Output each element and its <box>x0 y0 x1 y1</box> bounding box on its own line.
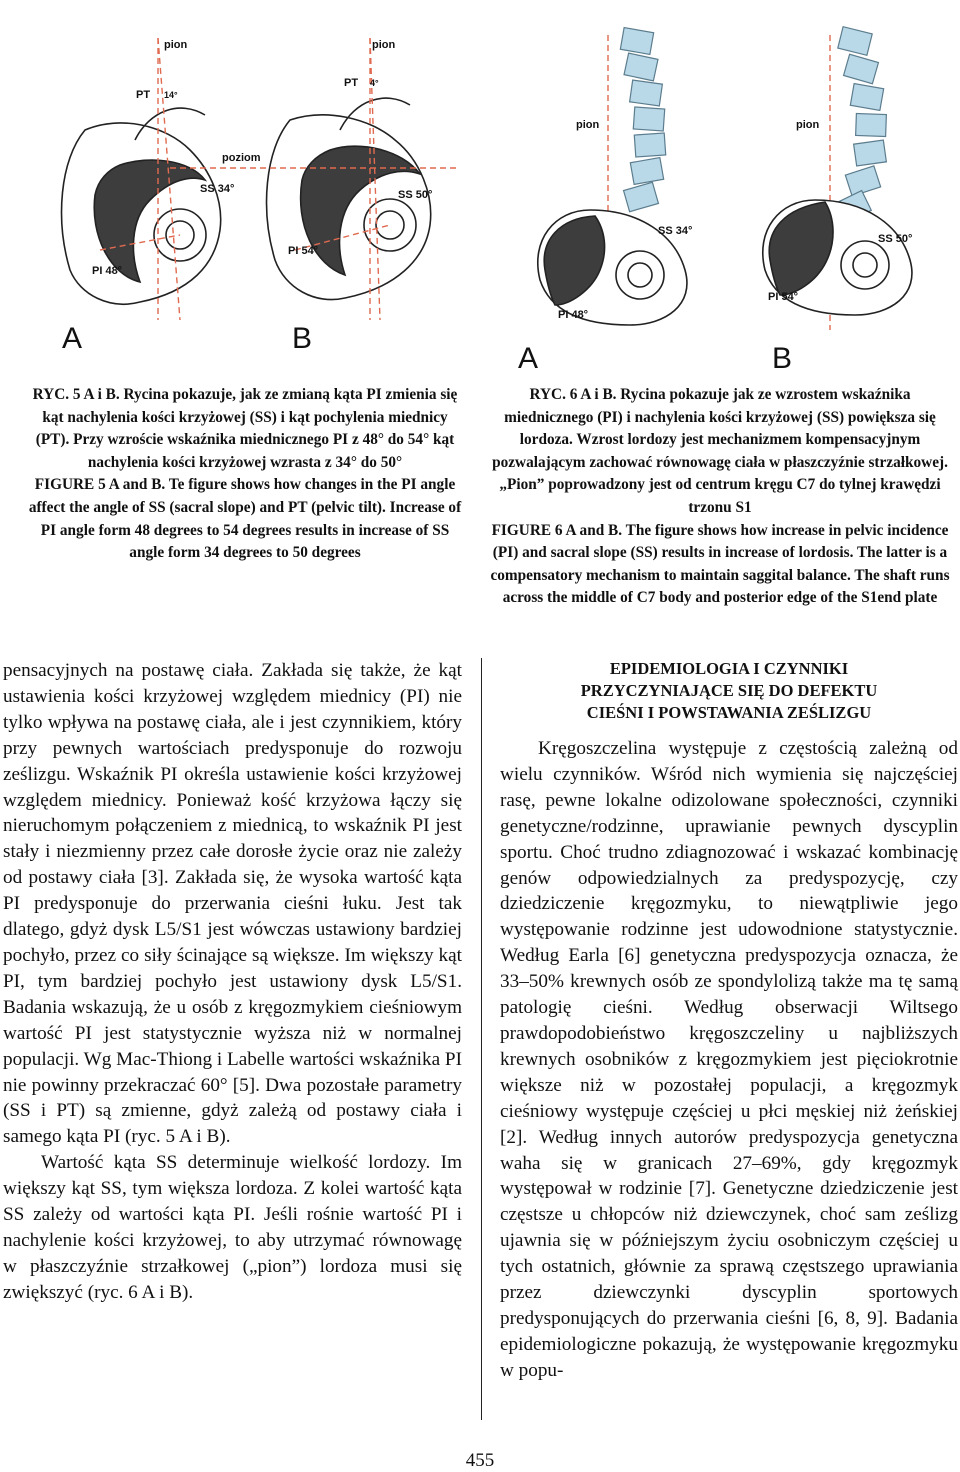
figure-5-illustration <box>40 20 480 360</box>
label-ss-b: SS 50° <box>398 189 433 201</box>
figure-5-letter-b: B <box>292 322 313 355</box>
figure-6-caption <box>485 384 955 610</box>
label6-pion-a: pion <box>576 119 600 131</box>
figure-6-letter-a: A <box>518 342 539 375</box>
label6-pion-b: pion <box>796 119 820 131</box>
figure-6-letter-b: B <box>772 342 793 375</box>
label6-ss-b: SS 50° <box>878 233 913 245</box>
label-poziom: poziom <box>222 152 261 164</box>
label-ss-a: SS 34° <box>200 183 235 195</box>
section-title-line-1: EPIDEMIOLOGIA I CZYNNIKI <box>609 659 849 678</box>
section-title <box>500 658 958 724</box>
label6-ss-a: SS 34° <box>658 225 693 237</box>
left-column <box>3 658 462 1306</box>
figure-5-caption-en: FIGURE 5 A and B. Te figure shows how changes in the PI angle affect the angle of SS (sacral slope) and PT (pelvic tilt). Increase of PI angle form 48 degrees to 54 degrees results in increase of SS angle form 34 degrees to 50 degrees <box>28 476 462 562</box>
figure-6-illustration <box>500 20 950 380</box>
figure-6-caption-en: FIGURE 6 A and B. The figure shows how increase in pelvic incidence (PI) and sacral slope (SS) results in increase of lordosis. The latter is a compensatory mechanism to maintain saggital balance. The shaft runs across the middle of C7 body and posterior edge of the S1end plate <box>490 521 950 607</box>
right-paragraph-1: Kręgoszczelina występuje z częstością zależną od wielu czynników. Wśród nich wymienia się najczęściej rasę, pewne lokalne odizolowane społeczności, czynniki genetyczne/rodzinne, uprawianie pewnych dyscyplin sportu. Choć trudno zdiagnozować i wskazać kombinację genów odpowiedzialnych za predyspozycję, czy dziedziczenie kręgozmyku, to niewątpliwie jego występowanie rodzinne jest udowodnione statystycznie. Według Earla [6] genetyczna predyspozycja oznacza, że 33–50% krewnych osób ze spondylolizą także ma tę samą patologię cieśni. Według obserwacji Wiltsego prawdopodobieństwo kręgoszczeliny u najbliższych krewnych osobników z kręgozmykiem jest pięciokrotnie większe niż w pozostałej populacji, a kręgozmyk cieśniowy występuje częściej u płci męskiej niż żeńskiej [2]. Według innych autorów predyspozycja genetyczna waha się w granicach 27–69%, gdy kręgozmyk występował w rodzinie [7]. Genetyczne dziedziczenie jest częstsze u chłopców niż dziewczynek, choć sam ześlizg ujawnia się w późniejszym życiu osobniczym częściej u tych ostatnich, głównie za sprawą częstszego uprawiania przez dziewczynki dyscyplin sportowych predysponujących do przerwania cieśni [6, 8, 9]. Badania epidemiologiczne pokazują, że występowanie kręgozmyku w popu- <box>500 738 958 1381</box>
figure-6-panel-b <box>835 27 887 224</box>
column-divider <box>481 658 482 1420</box>
figure-5-panel-a <box>62 108 221 304</box>
label6-pi-a: PI 48° <box>558 309 589 321</box>
label-pion-b: pion <box>372 39 396 51</box>
label-pt-b-val: 4° <box>370 78 379 88</box>
label-pi-b: PI 54° <box>288 245 319 257</box>
figure-5-letter-a: A <box>62 322 83 355</box>
page-number: 455 <box>465 1450 495 1471</box>
label-pt-a-val: 14° <box>164 90 178 100</box>
figure-5-caption-pl: RYC. 5 A i B. Rycina pokazuje, jak ze zmianą kąta PI zmienia się kąt nachylenia kości krzyżowej (SS) i kąt pochylenia miednicy (PT). Przy wzroście wskaźnika miednicznego PI z 48° do 54° kąt nachylenia kości krzyżowej wzrasta z 34° do 50° <box>32 386 458 471</box>
section-title-line-2: PRZYCZYNIAJĄCE SIĘ DO DEFEKTU <box>580 681 878 700</box>
label-pt-b: PT <box>344 77 359 89</box>
figure-6-panel-a <box>620 28 665 212</box>
left-paragraph-1: pensacyjnych na postawę ciała. Zakłada się także, że kąt ustawienia kości krzyżowej względem miednicy (PI) nie tylko wpływa na postawę ciała, ale i jest czynnikiem, który przy pewnych wartościach predysponuje do rozwoju ześlizgu. Wskaźnik PI określa ustawienie kości krzyżowej względem miednicy. Ponieważ kość krzyżowa łączy się nieruchomym połączeniem z miednicą, to wskaźnik PI jest stały i niezmienny przez całe dorosłe życie oraz nie zależy od postawy ciała [3]. Zakłada się, że wysoka wartość kąta PI predysponuje do przerwania cieśni łuku. Jest tak dlatego, gdyż dysk L5/S1 jest wówczas ustawiony bardziej pochyło, przez co siły ścinające są większe. Im większy kąt PI, tym bardziej pochyło jest ustawiony dysk L5/S1. Badania wskazują, że u osób z kręgozmykiem cieśniowym wartość PI jest statystycznie wyższa niż w normalnej populacji. Wg Mac-Thiong i Labelle wartości wskaźnika PI nie powinny przekraczać 60° [5]. Dwa pozostałe parametry (SS i PT) są zmienne, gdyż zależą od postawy ciała i samego kąta PI (ryc. 5 A i B). <box>3 660 462 1148</box>
figure-5-caption <box>25 384 465 565</box>
figure-6-caption-pl: RYC. 6 A i B. Rycina pokazuje jak ze wzrostem wskaźnika miednicznego (PI) i nachylenia kości krzyżowej (SS) powiększa się lordoza. Wzrost lordozy jest mechanizmem kompensacyjnym pozwalającym zachować równowagę ciała w płaszczyźnie strzałkowej. „Pion” poprowadzony jest od centrum kręgu C7 do tylnej krawędzi trzonu S1 <box>492 386 948 516</box>
figure-5 <box>40 20 480 360</box>
left-paragraph-2: Wartość kąta SS determinuje wielkość lordozy. Im większy kąt SS, tym większa lordoza. Z kolei wartość kąta SS zależy od wartości kąta PI. Jeśli rośnie wartość PI i nachylenie kości krzyżowej, to aby utrzymać równowagę w płaszczyźnie strzałkowej („pion”) lordoza musi się zwiększyć (ryc. 6 A i B). <box>3 1152 462 1303</box>
label-pt-a: PT <box>136 89 151 101</box>
label-pion-a: pion <box>164 39 188 51</box>
label-pi-a: PI 48° <box>92 265 123 277</box>
right-column <box>500 658 958 1384</box>
figure-6 <box>500 20 950 380</box>
section-title-line-3: CIEŚNI I POWSTAWANIA ZEŚLIZGU <box>586 703 872 722</box>
label6-pi-b: PI 54° <box>768 291 799 303</box>
